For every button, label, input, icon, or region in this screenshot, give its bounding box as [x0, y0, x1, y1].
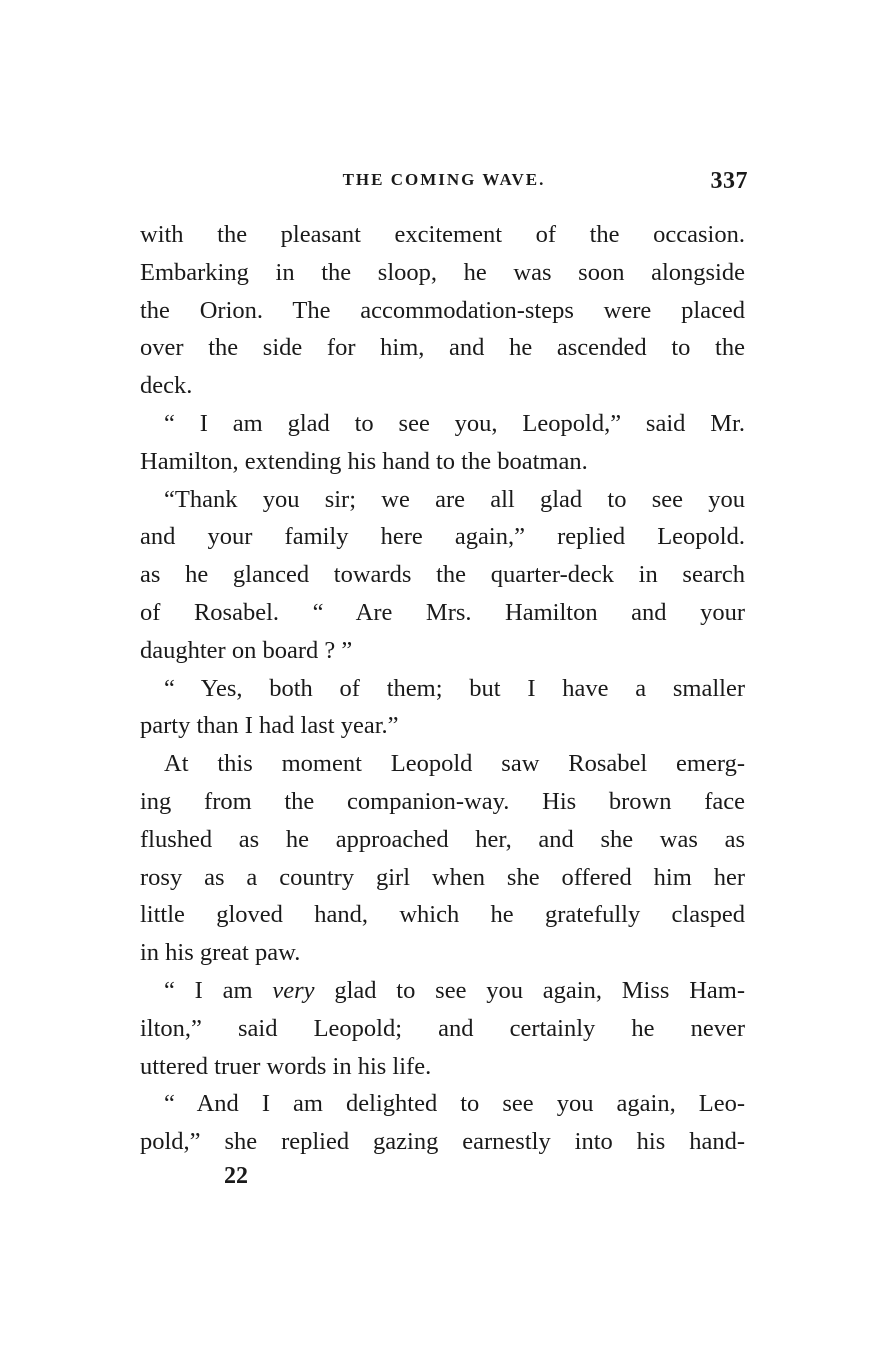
paragraph [140, 405, 745, 481]
text-line: the Orion. The accommodation-steps were placed [140, 296, 745, 324]
text-line: deck. [140, 372, 193, 400]
signature-mark: 22 [224, 1163, 248, 1189]
text-line: rosy as a country girl when she offered him her [140, 863, 745, 891]
text-line: over the side for him, and he ascended to the [140, 334, 745, 362]
text-line: little gloved hand, which he gratefully clasped [140, 901, 745, 929]
text-line: in his great paw. [140, 939, 301, 967]
paragraph [140, 1085, 745, 1161]
paragraph [140, 972, 745, 1085]
text-line [140, 972, 745, 1010]
text-line: At this moment Leopold saw Rosabel emerg- [164, 750, 745, 778]
text-line: flushed as he approached her, and she was as [140, 825, 745, 853]
text-line: and your family here again,” replied Leopold. [140, 523, 745, 551]
text-line: with the pleasant excitement of the occasion. [140, 221, 745, 248]
text-segment: glad to see you again, Miss Ham- [314, 976, 745, 1004]
running-head [140, 168, 748, 198]
text-segment: “ I am [164, 976, 273, 1004]
text-line: Embarking in the sloop, he was soon alongside [140, 258, 745, 286]
paragraph [140, 745, 745, 972]
text-line: Hamilton, extending his hand to the boatman. [140, 447, 588, 475]
text-line: as he glanced towards the quarter-deck in search [140, 561, 745, 589]
text-line: of Rosabel. “ Are Mrs. Hamilton and your [140, 598, 745, 626]
text-line: daughter on board ? ” [140, 636, 353, 664]
running-title: THE COMING WAVE. [342, 170, 546, 189]
text-line: “ I am glad to see you, Leopold,” said Mr. [164, 409, 745, 437]
emphasis-text: very [272, 976, 315, 1004]
text-line: party than I had last year.” [140, 712, 399, 740]
text-line: ing from the companion-way. His brown face [140, 787, 745, 815]
text-line: “Thank you sir; we are all glad to see you [164, 485, 745, 513]
body-text [140, 216, 745, 1161]
paragraph [140, 216, 745, 405]
page-number: 337 [710, 168, 748, 194]
paragraph [140, 481, 745, 670]
text-line: “ Yes, both of them; but I have a smaller [164, 674, 745, 702]
paragraph [140, 670, 745, 746]
text-line: “ And I am delighted to see you again, Leo- [164, 1090, 745, 1118]
text-line: ilton,” said Leopold; and certainly he never [140, 1014, 745, 1042]
text-line: pold,” she replied gazing earnestly into his hand- [140, 1128, 745, 1156]
text-line: uttered truer words in his life. [140, 1052, 432, 1080]
